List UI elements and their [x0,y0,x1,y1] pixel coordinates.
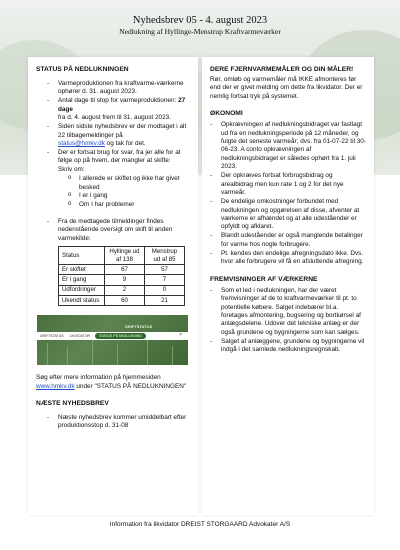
economy-list [210,121,366,267]
site-nav-item: LIKVIDATOR [69,333,91,338]
table-header-cell: Hyllinge ud af 138 [105,247,145,265]
table-cell: 7 [145,275,185,285]
table-header-row [59,247,185,265]
table-cell: 21 [145,295,185,305]
site-nav-item: DRIFTSTATUS [40,333,64,338]
next-newsletter-bullet: - Næste nyhedsbrev kommer umiddelbart efter produktionsstop d. 31-08 [58,414,190,431]
newsletter-title: Nyhedsbrev 05 - 4. august 2023 [132,15,268,26]
next-newsletter-title: NÆSTE NYHEDSBREV [36,400,109,408]
meter-warning-text: Rør, omløb og varmemåler må IKKE afmonteres før end der er givet melding om dette fra likvidator. Der er nemlig fortsat tryk på systemet. [210,75,363,100]
left-column [28,57,198,515]
economy-bullet: - Der opkræves fortsat forbrugsbidrag og arealbidrag men kun rate 1 og 2 for det nye varmeår. [221,172,366,197]
website-screenshot [37,315,188,365]
next-newsletter-list [36,414,190,431]
footer-text: Information fra likvidator DREIST STORGAARD Advokater A/S [109,521,291,528]
status-table [58,246,185,306]
option-list [58,175,190,209]
table-row [59,265,185,275]
table-row [59,285,185,295]
right-column [202,57,374,515]
status-bullet: - Der er fortsat brug for svar, fra jer alle for at følge op på hvem, der mangler at skifte: Skriv om: o I allerede er skiftet og ikke har givet besked o I er i gang o Om I har problemer [58,149,190,209]
table-cell: 2 [105,285,145,295]
newsletter-subtitle: Nedlukning af Hyllinge-Menstrup Kraftvarmeværker [119,27,281,37]
site-top-tab: DRIFTSTATUS [125,324,153,330]
option-item: o I allerede er skiftet og ikke har givet besked [79,175,190,192]
more-info-paragraph: Søg efter mere information på hjemmesiden www.hmkv.dk under "STATUS PÅ NEDLUKNINGEN" [36,374,187,390]
economy-bullet: - De endelige omkostninger forbundet med nedlukningen og opgørelsen af disse, afventer at værkerne er afhændet og at alle udeståender er opfyldt og afklaret. [221,198,366,232]
economy-section-title: ØKONOMI [210,110,243,118]
showings-bullet: - Som et led i nedlukningen, har der været fremvisninger af de to kraftvarmeværker til pt. to potentielle købere. Salget indebærer bl.a. foretages afmontering, bugsering og bortkørsel af anlægsdelene. Udover det tekniske anlæg er der også grundene og bygningerne som kan sælges. [221,287,366,338]
status-email-link[interactable]: status@hmkv.dk [58,140,105,148]
showings-section-title: FREMVISNINGER AF VÆRKERNE [210,275,318,283]
economy-bullet: - Pt. kendes den endelige afregningsdato ikke. Dvs. hvor alle forbrugere vil få en afsluttende afregning. [221,250,366,267]
table-row [59,275,185,285]
website-link[interactable]: www.hmkv.dk [36,382,75,390]
table-row [59,295,185,305]
showings-bullet: - Salget af anlæggene, grundene og bygningerne vil indgå i det samlede nedlukningsregnskab. [221,338,366,355]
overview-list [36,218,190,243]
option-item: o I er i gang [79,192,190,200]
table-header-cell: Menstrup ud af 85 [145,247,185,265]
site-nav-selected: STATUS PÅ NEDLUKNING [95,333,146,340]
status-section-title: STATUS PÅ NEDLUKNINGEN [36,66,129,73]
status-bullet: - Antal dage til stop for varmeproduktionen: 27 dage fra d. 4. august frem til 31. august 2023. [58,97,190,122]
status-bullet: - Siden sidste nyhedsbrev er der modtaget i alt 22 tilbagemeldinger på status@hmkv.dk og tak for det. [58,123,190,148]
table-cell: 67 [105,265,145,275]
table-cell: 0 [145,285,185,295]
status-list [36,80,190,209]
table-cell: 57 [145,265,185,275]
table-cell: Udfordringer [59,285,105,295]
option-item: o Om I har problemer [79,201,190,209]
table-cell: Ukendt status [59,295,105,305]
status-bullet: - Varmeproduktionen fra kraftvarme-værkerne ophører d. 31. august 2023. [58,80,190,97]
newsletter-header [0,14,400,37]
site-nav-bar [37,332,188,340]
table-cell: 9 [105,275,145,285]
close-icon: × [179,332,182,339]
economy-bullet: - Blandt udeståender er også manglende betalinger for varme hos nogle forbrugere. [221,232,366,249]
showings-list [210,287,366,355]
economy-bullet: - Opkrævningen af nedlukningsbidraget var fastlagt ud fra en nedlukningsperiode på 12 måneder, og fulgte det seneste varmeår; dvs. fra 01-07-22 til 30-06-23. A conto opkrævningen af nedlukningsbidraget er således ophørt fra 1. juli 2023. [221,121,366,172]
days-count: 27 dage [58,97,186,113]
table-header-cell: Status [59,247,105,265]
meter-section-title: DERE FJERNVARMEMÅLER OG DIN MÅLER! [210,66,354,73]
table-cell: 60 [105,295,145,305]
table-cell: Er i gang [59,275,105,285]
overview-bullet: - Fra de medtagede tilmeldinger findes nedenstående oversigt om skift til anden varmekilde: [58,218,190,243]
table-cell: Er skiftet [59,265,105,275]
